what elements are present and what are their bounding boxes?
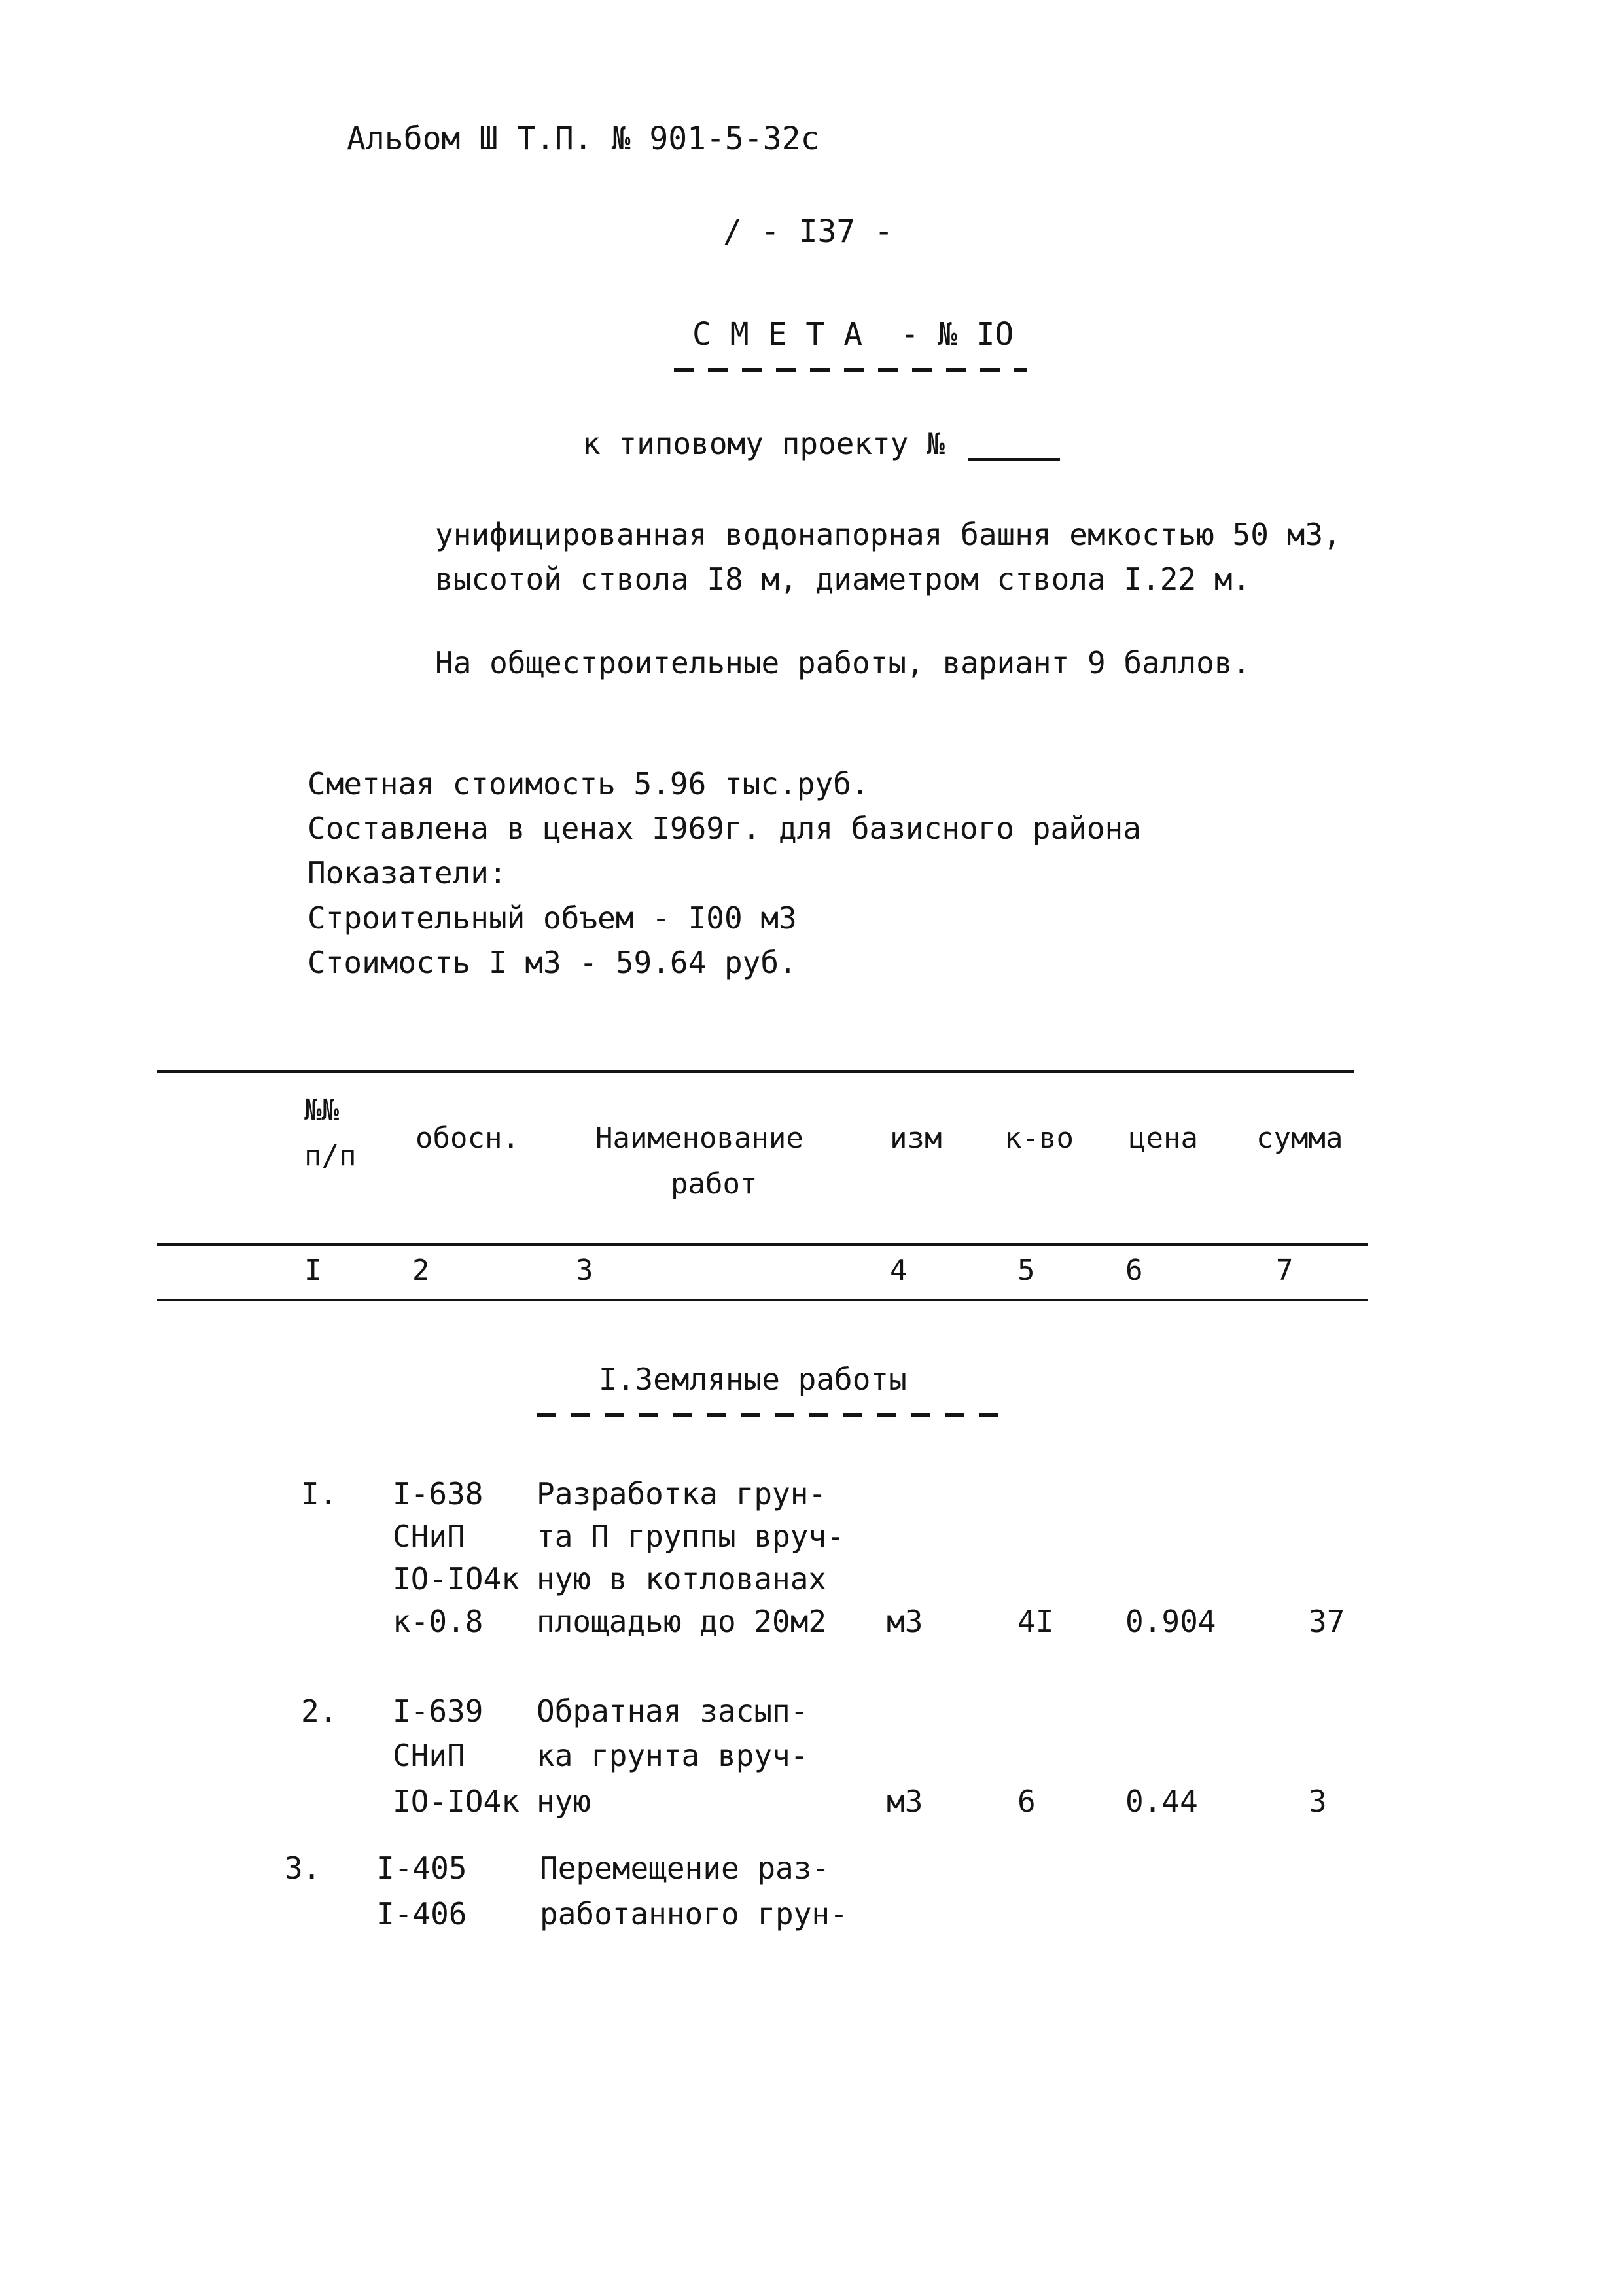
row-basis-line: I-638 [393, 1476, 484, 1511]
header-qty: к-во [1004, 1122, 1074, 1155]
project-reference: к типовому проекту № [582, 426, 945, 461]
section-title: I.Земляные работы [599, 1362, 907, 1397]
row-basis-line: IO-IO4к [393, 1561, 520, 1597]
row-price: 0.44 [1125, 1784, 1198, 1819]
header-price: цена [1129, 1122, 1198, 1155]
header-basis: обосн. [415, 1122, 520, 1155]
header-name-line-1: Наименование [595, 1122, 803, 1155]
work-scope: На общестроительные работы, вариант 9 баллов. [435, 645, 1251, 680]
row-number: 3. [285, 1850, 321, 1886]
album-reference: Альбом Ш Т.П. № 901-5-32с [347, 120, 820, 157]
row-unit: м3 [887, 1604, 923, 1639]
document-title: С М Е Т А - № IO [692, 316, 1014, 353]
row-name-line: ка грунта вруч- [537, 1738, 809, 1773]
col-number-7: 7 [1276, 1254, 1294, 1287]
header-name-line-2: работ [671, 1167, 758, 1201]
row-unit: м3 [887, 1784, 923, 1819]
section-title-underline [537, 1413, 1008, 1417]
col-number-4: 4 [890, 1254, 908, 1287]
row-total: 37 [1309, 1604, 1345, 1639]
row-name-line: Разработка грун- [537, 1476, 827, 1511]
row-price: 0.904 [1125, 1604, 1216, 1639]
header-num-line-2: п/п [304, 1139, 357, 1173]
header-unit: изм [890, 1122, 942, 1155]
summary-indicators-label: Показатели: [308, 855, 507, 891]
row-basis-line: I-639 [393, 1693, 484, 1729]
summary-unit-cost: Стоимость I м3 - 59.64 руб. [308, 945, 797, 980]
project-number-blank [968, 458, 1060, 461]
row-name-line: Перемещение раз- [540, 1850, 830, 1886]
row-basis-line: IO-IO4к [393, 1784, 520, 1819]
header-num-line-1: №№ [304, 1093, 339, 1127]
row-qty: 6 [1017, 1784, 1036, 1819]
row-number: 2. [301, 1693, 338, 1729]
col-number-5: 5 [1017, 1254, 1035, 1287]
row-basis-line: к-0.8 [393, 1604, 484, 1639]
col-number-3: 3 [576, 1254, 593, 1287]
title-underline [674, 368, 1027, 372]
col-number-1: I [304, 1254, 322, 1287]
row-basis-line: I-405 [376, 1850, 467, 1886]
col-number-2: 2 [412, 1254, 430, 1287]
column-numbers-rule [157, 1299, 1368, 1301]
row-basis-line: СНиП [393, 1519, 465, 1554]
row-qty: 4I [1017, 1604, 1054, 1639]
row-name-line: площадью до 20м2 [537, 1604, 827, 1639]
row-total: 3 [1309, 1784, 1327, 1819]
row-name-line: работанного грун- [540, 1896, 848, 1932]
row-name-line: ную [537, 1784, 591, 1819]
row-basis-line: I-406 [376, 1896, 467, 1932]
header-bottom-rule [157, 1243, 1368, 1246]
summary-prices: Составлена в ценах I969г. для базисного района [308, 811, 1141, 846]
description-line-2: высотой ствола I8 м, диаметром ствола I.22 м. [435, 561, 1251, 597]
summary-cost: Сметная стоимость 5.96 тыс.руб. [308, 766, 870, 802]
row-name-line: Обратная засып- [537, 1693, 809, 1729]
col-number-6: 6 [1125, 1254, 1143, 1287]
summary-volume: Строительный объем - I00 м3 [308, 900, 797, 936]
page-number: / - I37 - [723, 213, 894, 250]
row-basis-line: СНиП [393, 1738, 465, 1773]
row-name-line: та П группы вруч- [537, 1519, 845, 1554]
row-number: I. [301, 1476, 338, 1511]
table-top-rule [157, 1070, 1354, 1073]
row-name-line: ную в котлованах [537, 1561, 827, 1597]
header-total: сумма [1256, 1122, 1343, 1155]
description-line-1: унифицированная водонапорная башня емкостью 50 м3, [435, 517, 1341, 552]
